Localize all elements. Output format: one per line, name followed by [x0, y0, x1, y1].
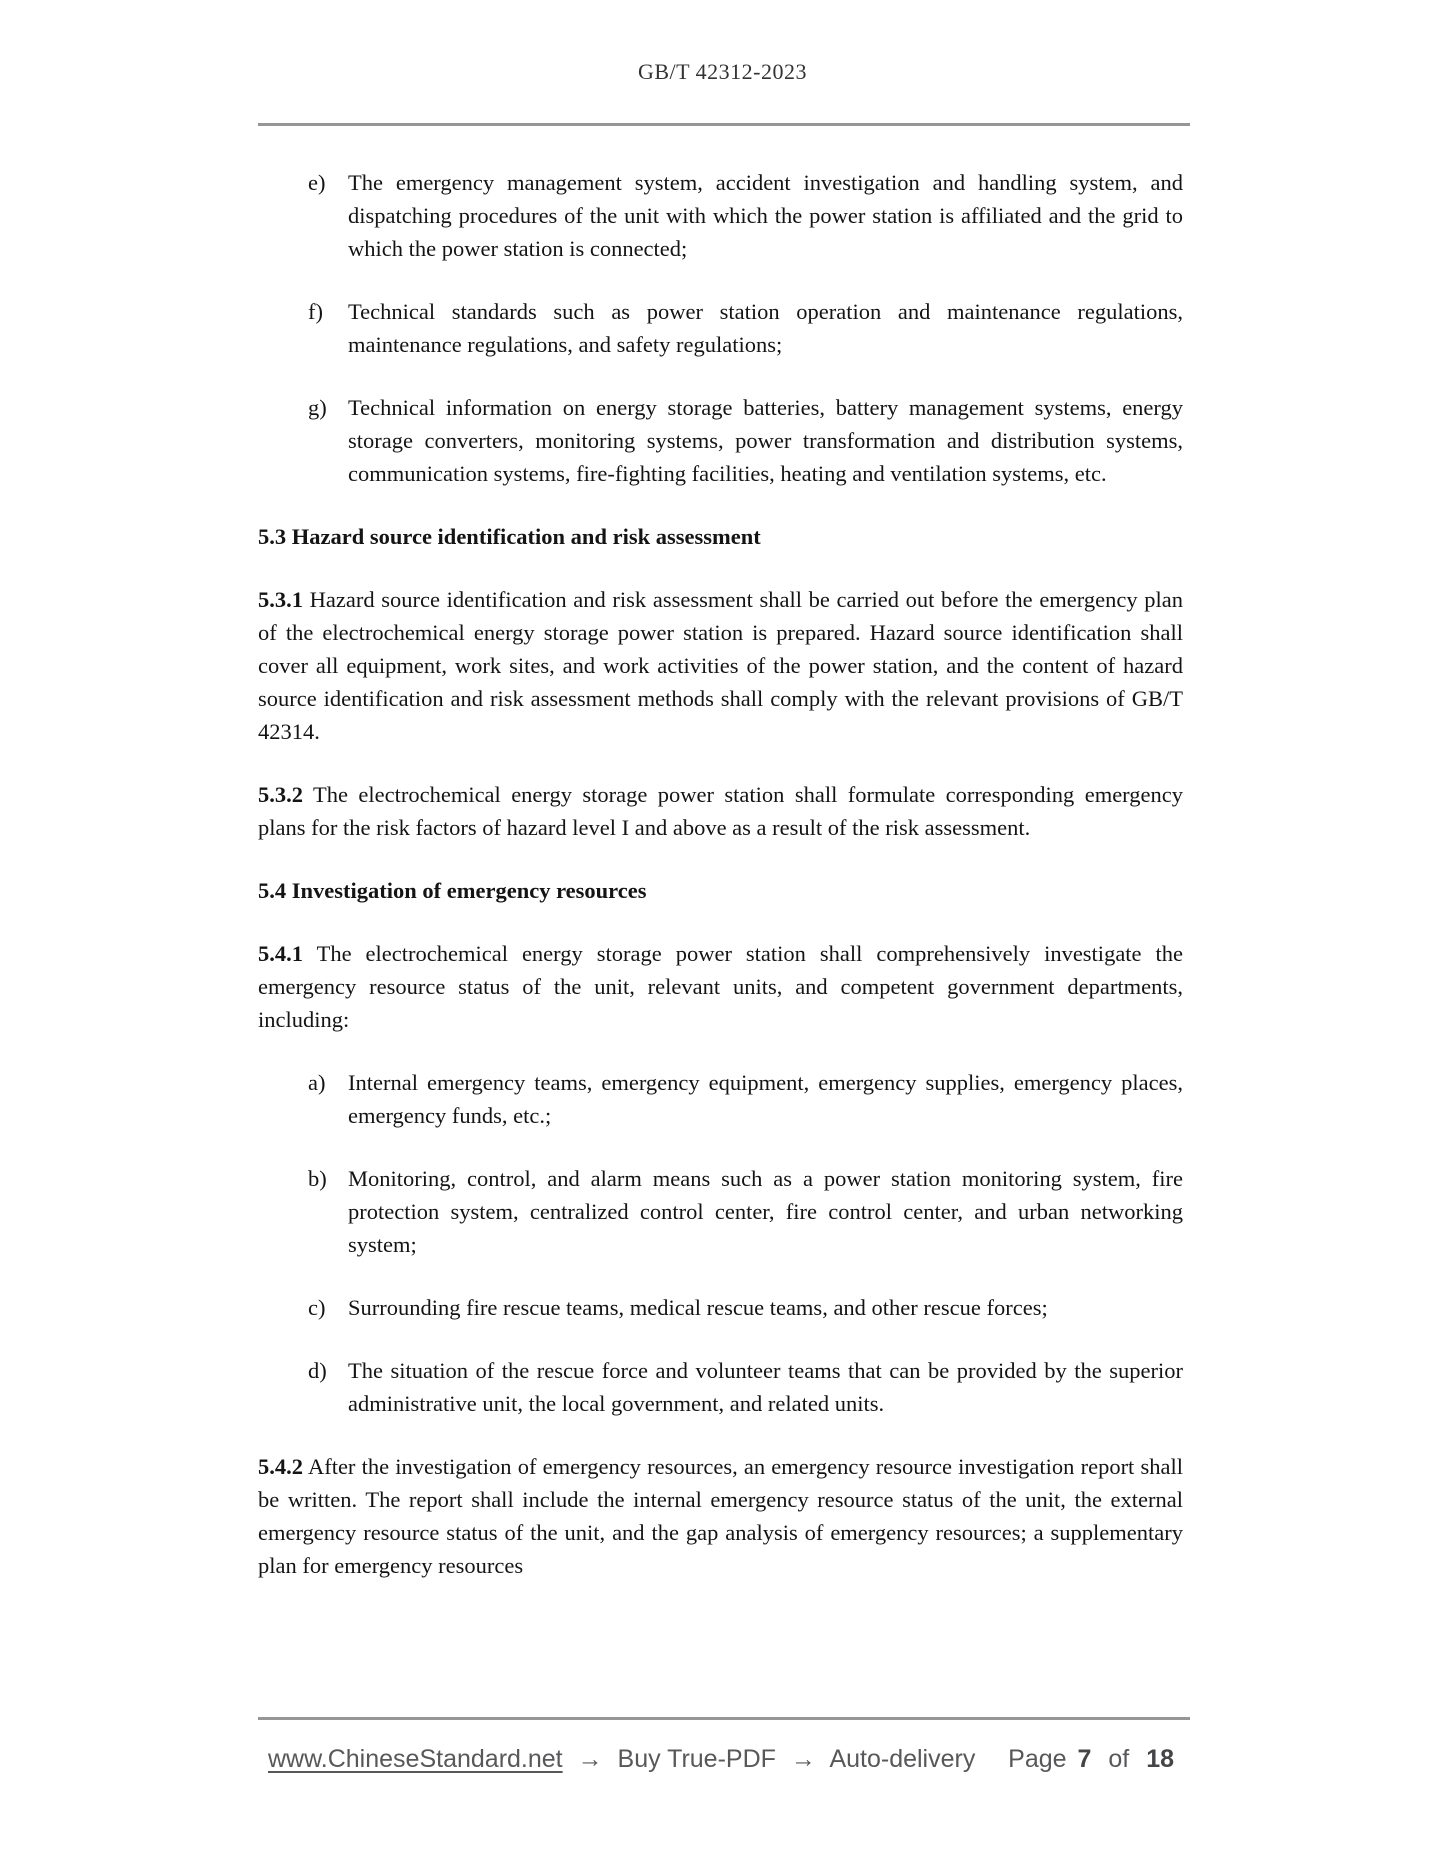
clause-number: 5.4.2	[258, 1454, 303, 1479]
list-marker: e)	[308, 170, 326, 195]
paragraph-5-3-2	[258, 778, 1183, 844]
section-title: Investigation of emergency resources	[291, 878, 647, 903]
list-text: Monitoring, control, and alarm means such as a power station monitoring system, fire protection system, centralized control center, fire control center, and urban networking system;	[348, 1166, 1183, 1257]
clause-text: The electrochemical energy storage power station shall comprehensively investigate the emergency resource status of the unit, relevant units, and competent government departments, including:	[258, 941, 1184, 1032]
list-text: The situation of the rescue force and volunteer teams that can be provided by the superior administrative unit, the local government, and related units.	[348, 1358, 1183, 1416]
of-word: of	[1108, 1745, 1130, 1773]
section-heading-5-3	[258, 520, 1183, 553]
total-page-number: 18	[1146, 1745, 1174, 1773]
footer-delivery-text: Auto-delivery	[829, 1745, 976, 1773]
arrow-right-icon: →	[577, 1745, 603, 1773]
list-marker: f)	[308, 299, 323, 324]
clause-text: The electrochemical energy storage power station shall formulate corresponding emergency plans for the risk factors of hazard level I and above as a result of the risk assessment.	[258, 782, 1183, 840]
list-marker: d)	[308, 1358, 327, 1383]
list-item-f	[258, 295, 1183, 361]
section-number: 5.3	[258, 524, 287, 549]
header-divider	[258, 123, 1190, 126]
section-title: Hazard source identification and risk assessment	[291, 524, 761, 549]
list-marker: b)	[308, 1166, 327, 1191]
list-item-d	[258, 1354, 1183, 1420]
list-text: Technical information on energy storage batteries, battery management systems, energy storage converters, monitoring systems, power transformation and distribution systems, communication systems, fire-fighting facilities, heating and ventilation systems, etc.	[348, 395, 1183, 486]
section-number: 5.4	[258, 878, 287, 903]
list-text: Surrounding fire rescue teams, medical rescue teams, and other rescue forces;	[348, 1295, 1048, 1320]
document-body	[258, 166, 1183, 1582]
clause-number: 5.3.1	[258, 587, 303, 612]
list-item-g	[258, 391, 1183, 490]
footer-website-link[interactable]: www.ChineseStandard.net	[268, 1745, 563, 1773]
arrow-right-icon: →	[790, 1745, 816, 1773]
footer	[268, 1744, 1178, 1774]
list-text: The emergency management system, accident investigation and handling system, and dispatching procedures of the unit with which the power station is affiliated and the grid to which the power station is connected;	[348, 170, 1183, 261]
clause-text: After the investigation of emergency resources, an emergency resource investigation report shall be written. The report shall include the internal emergency resource status of the unit, the external emergency resource status of the unit, and the gap analysis of emergency resources; a supplementary plan for emergency resources	[258, 1454, 1183, 1578]
footer-source-line	[268, 1744, 975, 1774]
header-standard-number: GB/T 42312-2023	[637, 59, 808, 84]
clause-number: 5.4.1	[258, 941, 303, 966]
list-marker: a)	[308, 1070, 326, 1095]
section-heading-5-4	[258, 874, 1183, 907]
clause-number: 5.3.2	[258, 782, 303, 807]
footer-divider	[258, 1717, 1190, 1720]
paragraph-5-4-2	[258, 1450, 1183, 1582]
list-item-a	[258, 1066, 1183, 1132]
list-item-e	[258, 166, 1183, 265]
paragraph-5-4-1	[258, 937, 1183, 1036]
list-marker: g)	[308, 395, 327, 420]
footer-page-indicator	[1008, 1744, 1178, 1774]
current-page-number: 7	[1077, 1745, 1092, 1773]
clause-text: Hazard source identification and risk assessment shall be carried out before the emergency plan of the electrochemical energy storage power station is prepared. Hazard source identification shall cover all equipment, work sites, and work activities of the power station, and the content of hazard source identification and risk assessment methods shall comply with the relevant provisions of GB/T 42314.	[258, 587, 1183, 744]
list-text: Technical standards such as power station operation and maintenance regulations, maintenance regulations, and safety regulations;	[348, 299, 1183, 357]
footer-buy-text: Buy True-PDF	[617, 1745, 776, 1773]
page-word: Page	[1008, 1745, 1067, 1773]
list-marker: c)	[308, 1295, 326, 1320]
list-item-b	[258, 1162, 1183, 1261]
list-item-c	[258, 1291, 1183, 1324]
paragraph-5-3-1	[258, 583, 1183, 748]
list-text: Internal emergency teams, emergency equipment, emergency supplies, emergency places, emergency funds, etc.;	[348, 1070, 1183, 1128]
